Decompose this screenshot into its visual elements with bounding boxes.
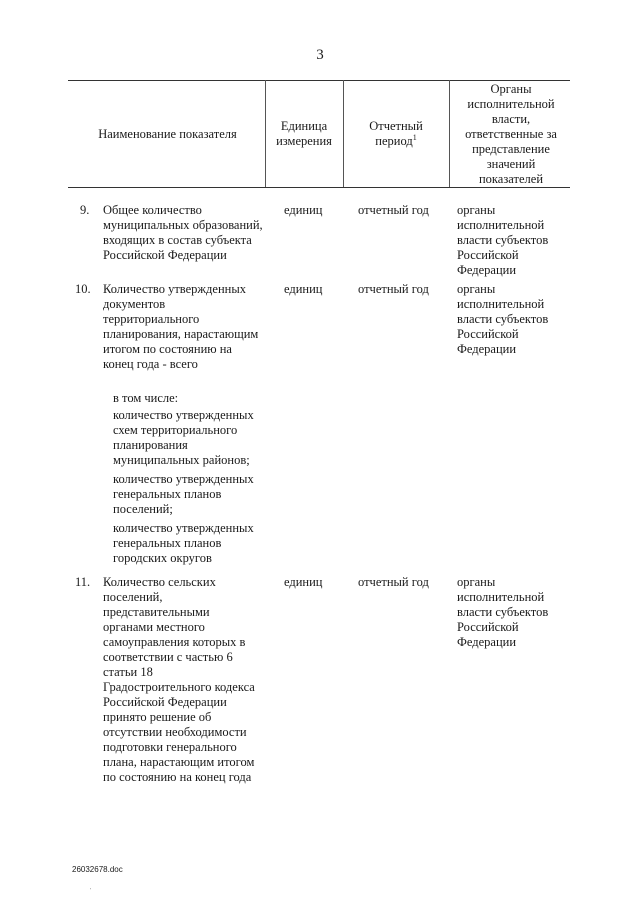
header-period: [350, 119, 442, 149]
row-authority: органы исполнительной власти субъектов Российской Федерации: [457, 575, 549, 649]
row-authority: органы исполнительной власти субъектов Российской Федерации: [457, 203, 549, 277]
row-sub-item: количество утвержденных генеральных планов городских округов: [113, 521, 254, 565]
header-period-footnote: 1: [412, 132, 417, 142]
row-indicator-name: Количество утвержденных документов территориального планирования, нарастающим итогом по состоянию на конец года - всего: [103, 282, 259, 371]
col-divider-1: [265, 80, 266, 187]
row-authority: органы исполнительной власти субъектов Российской Федерации: [457, 282, 549, 356]
row-unit: единиц: [284, 282, 323, 296]
row-unit: единиц: [284, 575, 323, 589]
header-authority: Органы исполнительной власти, ответственные за представление значений показателей: [465, 82, 557, 186]
row-indicator-name: Количество сельских поселений, представительными органами местного самоуправления которых в соответствии с частью 6 статьи 18 Градостроительного кодекса Российской Федерации принято решение об отсутствии необходимости подготовки генерального плана, нарастающим итогом по состоянию на конец года: [103, 575, 255, 784]
row-period: отчетный год: [358, 203, 429, 217]
row-sub-item: количество утвержденных генеральных планов поселений;: [113, 472, 254, 516]
header-name: Наименование показателя: [98, 127, 237, 141]
document-footer: 26032678.doc: [72, 865, 123, 874]
row-indicator-name: Общее количество муниципальных образований, входящих в состав субъекта Российской Федерации: [103, 203, 263, 262]
page-number: 3: [316, 47, 324, 63]
row-number: 10.: [75, 282, 91, 296]
header-unit: Единица измерения: [276, 119, 332, 148]
row-period: отчетный год: [358, 575, 429, 589]
row-period: отчетный год: [358, 282, 429, 296]
row-number: 11.: [75, 575, 91, 589]
row-unit: единиц: [284, 203, 323, 217]
table-header-rule: [68, 187, 570, 188]
row-sub-intro: в том числе:: [113, 391, 179, 405]
row-number: 9.: [80, 203, 90, 217]
table-top-rule: [68, 80, 570, 81]
col-divider-3: [449, 80, 450, 187]
row-sub-item: количество утвержденных схем территориального планирования муниципальных районов;: [113, 408, 254, 467]
footer-mark: ': [90, 888, 92, 894]
col-divider-2: [343, 80, 344, 187]
header-period-text: Отчетный период: [369, 119, 423, 148]
